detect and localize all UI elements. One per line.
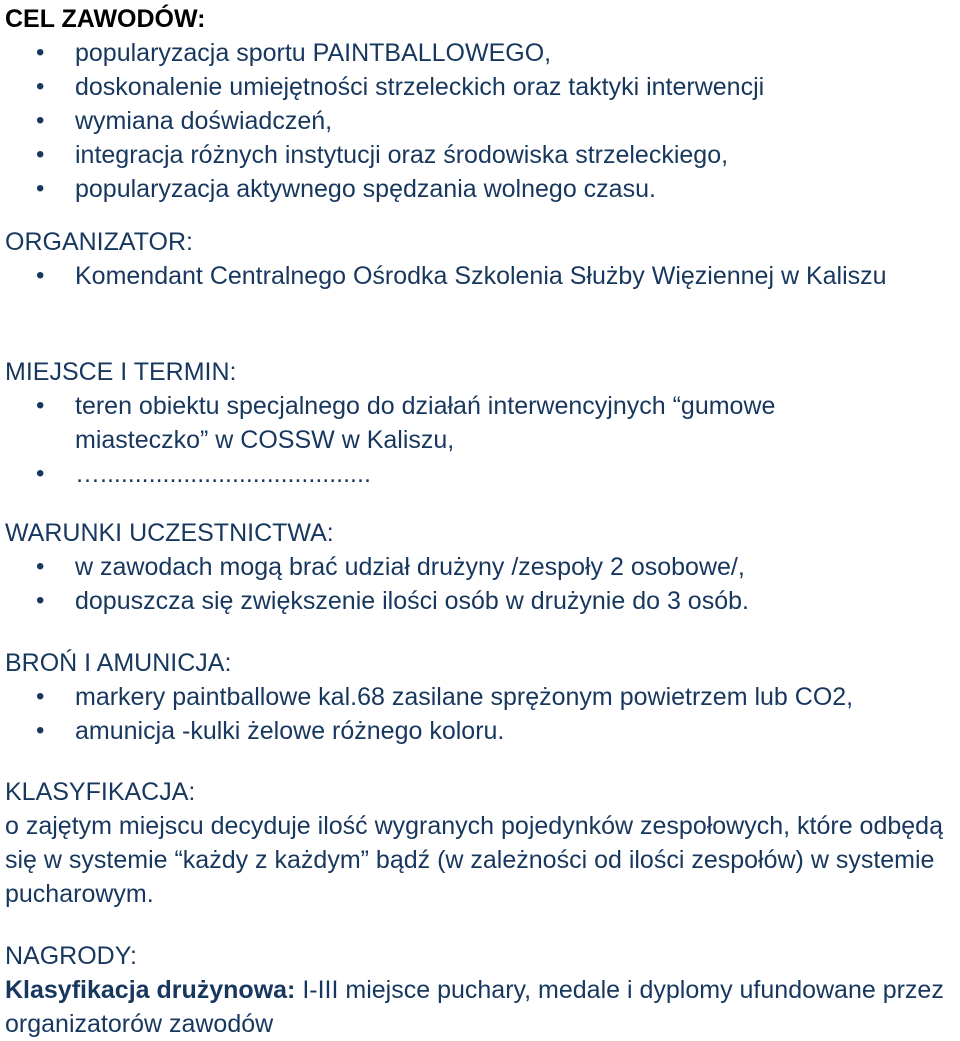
- list-bron: [5, 680, 960, 748]
- bullet-icon: •: [36, 587, 45, 614]
- list-cel: [5, 36, 960, 206]
- bullet-icon: •: [36, 460, 45, 487]
- bullet-icon: •: [36, 107, 45, 134]
- list-warunki: [5, 550, 960, 618]
- list-item: • teren obiektu specjalnego do działań interwencyjnych “gumowe miasteczko” w COSSW w Kaliszu,: [5, 389, 960, 457]
- section-miejsce: [5, 355, 960, 491]
- heading-cel: CEL ZAWODÓW:: [5, 5, 206, 33]
- heading-bron: BROŃ I AMUNICJA:: [5, 649, 232, 677]
- section-cel: [5, 2, 960, 206]
- bullet-icon: •: [36, 73, 45, 100]
- list-item: • ….......................................: [5, 457, 960, 491]
- list-organizator: [5, 259, 960, 293]
- nagrody-text: I-III miejsce puchary, medale i dyplomy ufundowane przez organizatorów zawodów: [5, 976, 944, 1038]
- bullet-icon: •: [36, 553, 45, 580]
- section-bron: [5, 646, 960, 748]
- bullet-icon: •: [36, 141, 45, 168]
- nagrody-label: Klasyfikacja drużynowa:: [5, 976, 296, 1004]
- heading-miejsce: MIEJSCE I TERMIN:: [5, 358, 237, 386]
- section-klasyfikacja: [5, 775, 960, 911]
- list-item: • popularyzacja aktywnego spędzania wolnego czasu.: [5, 172, 960, 206]
- bullet-icon: •: [36, 39, 45, 66]
- section-organizator: [5, 225, 960, 293]
- section-nagrody: [5, 939, 960, 1041]
- bullet-icon: •: [36, 175, 45, 202]
- list-item: • amunicja -kulki żelowe różnego koloru.: [5, 714, 960, 748]
- list-item: • dopuszcza się zwiększenie ilości osób w drużynie do 3 osób.: [5, 584, 960, 618]
- bullet-icon: •: [36, 683, 45, 710]
- section-warunki: [5, 516, 960, 618]
- list-item: • w zawodach mogą brać udział drużyny /zespoły 2 osobowe/,: [5, 550, 960, 584]
- heading-klasyfikacja: KLASYFIKACJA:: [5, 778, 196, 806]
- nagrody-text-block: [5, 973, 960, 1041]
- list-item: • popularyzacja sportu PAINTBALLOWEGO,: [5, 36, 960, 70]
- bullet-icon: •: [36, 392, 45, 419]
- bullet-icon: •: [36, 717, 45, 744]
- list-item: • integracja różnych instytucji oraz środowiska strzeleckiego,: [5, 138, 960, 172]
- list-item: • markery paintballowe kal.68 zasilane sprężonym powietrzem lub CO2,: [5, 680, 960, 714]
- list-item: • wymiana doświadczeń,: [5, 104, 960, 138]
- list-item: • Komendant Centralnego Ośrodka Szkolenia Służby Więziennej w Kaliszu: [5, 259, 960, 293]
- bullet-icon: •: [36, 262, 45, 289]
- heading-nagrody: NAGRODY:: [5, 942, 137, 970]
- klasyfikacja-text: o zajętym miejscu decyduje ilość wygranych pojedynków zespołowych, które odbędą się w systemie “każdy z każdym” bądź (w zależności od ilości zespołów) w systemie pucharowym.: [5, 812, 943, 908]
- list-miejsce: [5, 389, 960, 491]
- heading-warunki: WARUNKI UCZESTNICTWA:: [5, 519, 334, 547]
- list-item: • doskonalenie umiejętności strzeleckich oraz taktyki interwencji: [5, 70, 960, 104]
- heading-organizator: ORGANIZATOR:: [5, 228, 193, 256]
